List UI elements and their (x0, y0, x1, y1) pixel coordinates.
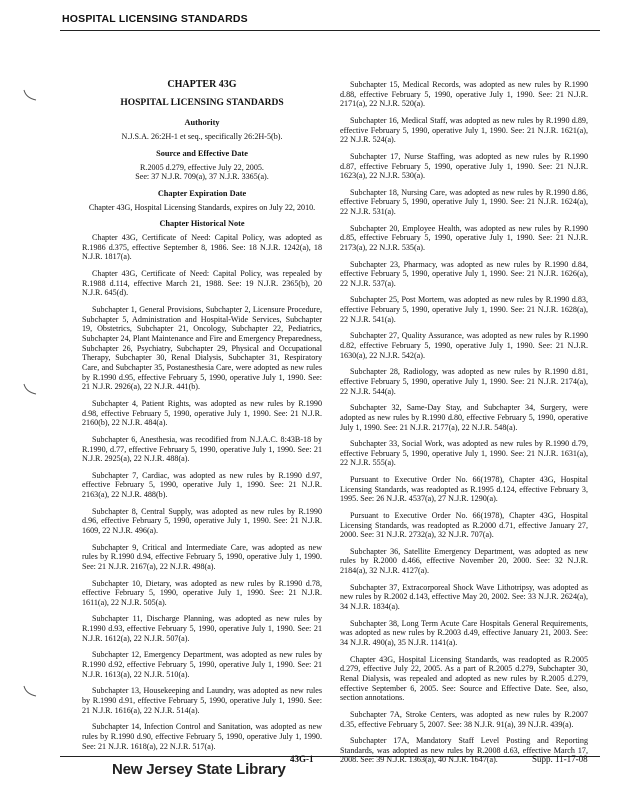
history-note: Subchapter 10, Dietary, was adopted as new rules by R.1990 d.78, effective February 5, 1990, operative July 1, 1990. See: 21 N.J.R. 1611(a), 22 N.J.R. 505(a). (82, 578, 322, 607)
history-note: Subchapter 23, Pharmacy, was adopted as new rules by R.1990 d.84, effective February 5, 1990, operative July 1, 1990. See: 21 N.J.R. 1626(a), 22 N.J.R. 537(a). (340, 259, 588, 288)
left-column (82, 78, 322, 758)
expiration-text: Chapter 43G, Hospital Licensing Standards, expires on July 22, 2010. (88, 202, 316, 212)
history-note: Subchapter 4, Patient Rights, was adopted as new rules by R.1990 d.98, effective February 5, 1990, operative July 1, 1990. See: 21 N.J.R. 2160(b), 22 N.J.R. 484(a). (82, 398, 322, 428)
authority-text: N.J.S.A. 26:2H-1 et seq., specifically 26:2H-5(b). (121, 132, 283, 142)
source-heading: Source and Effective Date (156, 148, 248, 158)
history-note: Subchapter 16, Medical Staff, was adopted as new rules by R.1990 d.89, effective February 5, 1990, operative July 1, 1990. See: 21 N.J.R. 1621(a), 22 N.J.R. 524(a). (340, 115, 588, 145)
history-note: Pursuant to Executive Order No. 66(1978), Chapter 43G, Hospital Licensing Standards, was readopted as R.1995 d.124, effective February 3, 1995. See: 26 N.J.R. 4537(a), 27 N.J.R. 1290(a). (340, 474, 588, 504)
history-note: Subchapter 7, Cardiac, was adopted as new rules by R.1990 d.97, effective February 5, 1990, operative July 1, 1990. See: 21 N.J.R. 2163(a), 22 N.J.R. 488(b). (82, 470, 322, 500)
history-note: Subchapter 17A, Mandatory Staff Level Posting and Reporting Standards, was adopted as new rules by R.2008 d.63, effective March 17, 2008. See: 39 N.J.R. 1363(a), 40 N.J.R. 1647(a). (340, 736, 588, 765)
top-rule (60, 30, 600, 31)
bottom-rule (60, 756, 600, 757)
history-note: Subchapter 11, Discharge Planning, was adopted as new rules by R.1990 d.93, effective February 5, 1990, operative July 1, 1990. See: 21 N.J.R. 1612(a), 22 N.J.R. 507(a). (82, 614, 322, 643)
chapter-title: HOSPITAL LICENSING STANDARDS (120, 97, 284, 108)
right-column (340, 80, 588, 772)
history-note: Subchapter 37, Extracorporeal Shock Wave Lithotripsy, was adopted as new rules by R.2002 d.143, effective May 20, 2002. See: 33 N.J.R. 2624(a), 34 N.J.R. 1834(a). (340, 582, 588, 612)
source-text: R.2005 d.279, effective July 22, 2005. (140, 162, 264, 172)
history-note: Chapter 43G, Certificate of Need: Capital Policy, was adopted as R.1986 d.375, effective September 8, 1986. See: 18 N.J.R. 1242(a), 18 N.J.R. 1817(a). (82, 233, 322, 262)
history-note: Subchapter 7A, Stroke Centers, was adopted as new rules by R.2007 d.35, effective February 5, 2007. See: 38 N.J.R. 91(a), 39 N.J.R. 439(a). (340, 709, 588, 729)
binding-mark-icon (22, 88, 38, 102)
history-note: Subchapter 6, Anesthesia, was recodified from N.J.A.C. 8:43B-18 by R.1990, d.77, effective February 5, 1990, operative July 1, 1990. See: 21 N.J.R. 2925(a), 22 N.J.R. 488(a). (82, 434, 322, 464)
history-note: Subchapter 38, Long Term Acute Care Hospitals General Requirements, was adopted as new rules by R.2003 d.49, effective January 21, 2003. See: 34 N.J.R. 490(a), 35 N.J.R. 1141(a). (340, 618, 588, 647)
history-note: Subchapter 13, Housekeeping and Laundry, was adopted as new rules by R.1990 d.91, effective February 5, 1990, operative July 1, 1990. See: 21 N.J.R. 1616(a), 22 N.J.R. 514(a). (82, 686, 322, 715)
expiration-heading: Chapter Expiration Date (157, 188, 247, 198)
history-note: Pursuant to Executive Order No. 66(1978), Chapter 43G, Hospital Licensing Standards, was readopted as R.2000 d.71, effective January 27, 2000. See: 31 N.J.R. 2732(a), 32 N.J.R. 707(a). (340, 510, 588, 540)
history-note: Subchapter 8, Central Supply, was adopted as new rules by R.1990 d.96, effective February 5, 1990, operative July 1, 1990. See: 21 N.J.R. 1609, 22 N.J.R. 496(a). (82, 506, 322, 536)
history-note: Subchapter 15, Medical Records, was adopted as new rules by R.1990 d.88, effective February 5, 1990, operative July 1, 1990. See: 21 N.J.R. 2171(a), 22 N.J.R. 520(a). (340, 80, 588, 109)
binding-mark-icon (22, 382, 38, 396)
history-note: Subchapter 32, Same-Day Stay, and Subchapter 34, Surgery, were adopted as new rules by R.1990 d.80, effective February 5, 1990, operative July 1, 1990. See: 21 N.J.R. 2177(a), 22 N.J.R. 548(a). (340, 403, 588, 432)
supplement-date: Supp. 11-17-08 (532, 754, 588, 764)
library-watermark: New Jersey State Library (112, 761, 286, 778)
history-note: Subchapter 25, Post Mortem, was adopted as new rules by R.1990 d.83, effective February 5, 1990, operative July 1, 1990. See: 21 N.J.R. 1628(a), 22 N.J.R. 541(a). (340, 295, 588, 324)
chapter-number: CHAPTER 43G (167, 79, 237, 90)
authority-heading: Authority (184, 118, 220, 128)
source-text: See: 37 N.J.R. 709(a), 37 N.J.R. 3365(a). (135, 172, 269, 182)
page-number: 43G-1 (290, 754, 314, 764)
history-note: Subchapter 36, Satellite Emergency Department, was adopted as new rules by R.2000 d.466, effective November 20, 2000. See: 32 N.J.R. 2184(a), 32 N.J.R. 4127(a). (340, 546, 588, 576)
binding-mark-icon (22, 684, 38, 698)
history-note: Subchapter 14, Infection Control and Sanitation, was adopted as new rules by R.1990 d.90, effective February 5, 1990, operative July 1, 1990. See: 21 N.J.R. 1618(a), 22 N.J.R. 517(a). (82, 722, 322, 751)
history-note: Subchapter 18, Nursing Care, was adopted as new rules by R.1990 d.86, effective February 5, 1990, operative July 1, 1990. See: 21 N.J.R. 1624(a), 22 N.J.R. 531(a). (340, 187, 588, 217)
history-note: Subchapter 33, Social Work, was adopted as new rules by R.1990 d.79, effective February 5, 1990, operative July 1, 1990. See: 21 N.J.R. 1631(a), 22 N.J.R. 555(a). (340, 439, 588, 468)
history-note: Subchapter 12, Emergency Department, was adopted as new rules by R.1990 d.92, effective February 5, 1990, operative July 1, 1990. See: 21 N.J.R. 1613(a), 22 N.J.R. 510(a). (82, 650, 322, 679)
history-note: Chapter 43G, Certificate of Need: Capital Policy, was repealed by R.1988 d.114, effective March 21, 1988. See: 19 N.J.R. 2365(b), 20 N.J.R. 645(d). (82, 268, 322, 298)
running-head: HOSPITAL LICENSING STANDARDS (62, 13, 248, 25)
history-note: Subchapter 9, Critical and Intermediate Care, was adopted as new rules by R.1990 d.94, effective February 5, 1990, operative July 1, 1990. See: 21 N.J.R. 2167(a), 22 N.J.R. 498(a). (82, 542, 322, 571)
history-heading: Chapter Historical Note (159, 219, 245, 229)
history-note: Subchapter 27, Quality Assurance, was adopted as new rules by R.1990 d.82, effective February 5, 1990, operative July 1, 1990. See: 21 N.J.R. 1630(a), 22 N.J.R. 542(a). (340, 331, 588, 360)
history-note: Chapter 43G, Hospital Licensing Standards, was readopted as R.2005 d.279, effective July 22, 2005. As a part of R.2005 d.279, Subchapter 30, Renal Dialysis, was repealed and adopted as new rules by R.2005 d.279, effective September 6, 2005. See: Source and Effective Date. See, also, section annotations. (340, 654, 588, 703)
history-note: Subchapter 1, General Provisions, Subchapter 2, Licensure Procedure, Subchapter 5, Administration and Hospital-Wide Services, Subchapter 19, Obstetrics, Subchapter 21, Oncology, Subchapter 22, Pediatrics, Subchapter 24, Plant Maintenance and Fire and Emergency Preparedness, Subchapter 26, Psychiatry, Subchapter 29, Physical and Occupational Therapy, Subchapter 30, Renal Dialysis, Subchapter 31, Respiratory Care, and Subchapter 35, Postanesthesia Care, were adopted as new rules by R.1990 d.95, effective February 5, 1990, operative July 1, 1990. See: 21 N.J.R. 2926(a), 22 N.J.R. 441(b). (82, 304, 322, 392)
history-note: Subchapter 17, Nurse Staffing, was adopted as new rules by R.1990 d.87, effective February 5, 1990, operative July 1, 1990. See: 21 N.J.R. 1623(a), 22 N.J.R. 530(a). (340, 151, 588, 181)
history-note: Subchapter 28, Radiology, was adopted as new rules by R.1990 d.81, effective February 5, 1990, operative July 1, 1990. See: 21 N.J.R. 2174(a), 22 N.J.R. 544(a). (340, 367, 588, 396)
history-note: Subchapter 20, Employee Health, was adopted as new rules by R.1990 d.85, effective February 5, 1990, operative July 1, 1990. See: 21 N.J.R. 2173(a), 22 N.J.R. 535(a). (340, 223, 588, 253)
